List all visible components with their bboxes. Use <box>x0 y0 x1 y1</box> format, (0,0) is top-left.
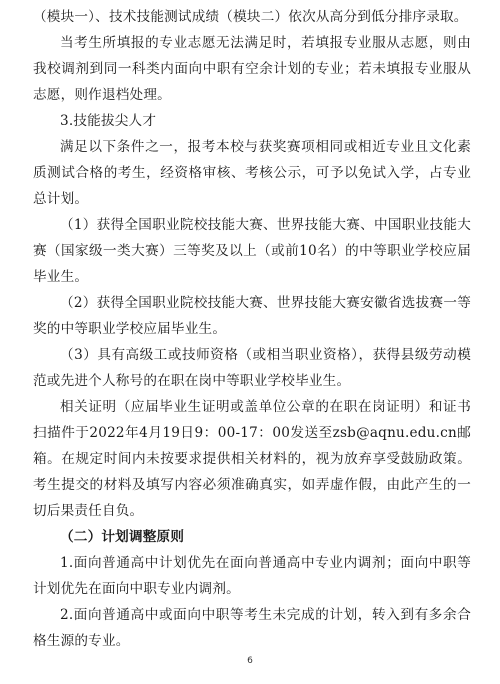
paragraph-admission-ranking: （模块一）、技术技能测试成绩（模块二）依次从高分到低分排序录取。 <box>33 9 468 25</box>
list-item-condition-2: （2）获得全国职业院校技能大赛、世界技能大赛安徽省选拔赛一等奖的中等职业学校应届毕业生。 <box>33 295 471 337</box>
paragraph-major-adjustment: 当考生所填报的专业志愿无法满足时，若填报专业服从志愿，则由我校调剂到同一科类内面向中职有空余计划的专业；若未填报专业服从志愿，则作退档处理。 <box>33 35 471 103</box>
section-heading-plan-adjustment: （二）计划调整原则 <box>60 529 185 545</box>
section-heading-skill-talents: 3.技能拔尖人才 <box>60 113 157 129</box>
paragraph-adjustment-rule-2: 2.面向普通高中或面向中职等考生未完成的计划，转入到有多余合格生源的专业。 <box>33 607 471 649</box>
paragraph-exemption-conditions: 满足以下条件之一，报考本校与获奖赛项相同或相近专业且文化素质测试合格的考生，经资格审核、考核公示，可予以免试入学，占专业总计划。 <box>33 139 471 207</box>
paragraph-adjustment-rule-1: 1.面向普通高中计划优先在面向普通高中专业内调剂；面向中职等计划优先在面向中职专业内调剂。 <box>33 555 471 597</box>
page-number: 6 <box>247 656 253 666</box>
paragraph-certificate-submission: 相关证明（应届毕业生证明或盖单位公章的在职在岗证明）和证书扫描件于2022年4月19日9：00-17：00发送至zsb@aqnu.edu.cn邮箱。在规定时间内未按要求提供相关材料的，视为放弃享受鼓励政策。考生提交的材料及填写内容必须准确真实，如弄虚作假，由此产生的一切后果责任自负。 <box>33 399 471 519</box>
list-item-condition-3: （3）具有高级工或技师资格（或相当职业资格），获得县级劳动模范或先进个人称号的在职在岗中等职业学校毕业生。 <box>33 347 471 389</box>
list-item-condition-1: （1）获得全国职业院校技能大赛、世界技能大赛、中国职业技能大赛（国家级一类大赛）三等奖及以上（或前10名）的中等职业学校应届毕业生。 <box>33 217 471 285</box>
